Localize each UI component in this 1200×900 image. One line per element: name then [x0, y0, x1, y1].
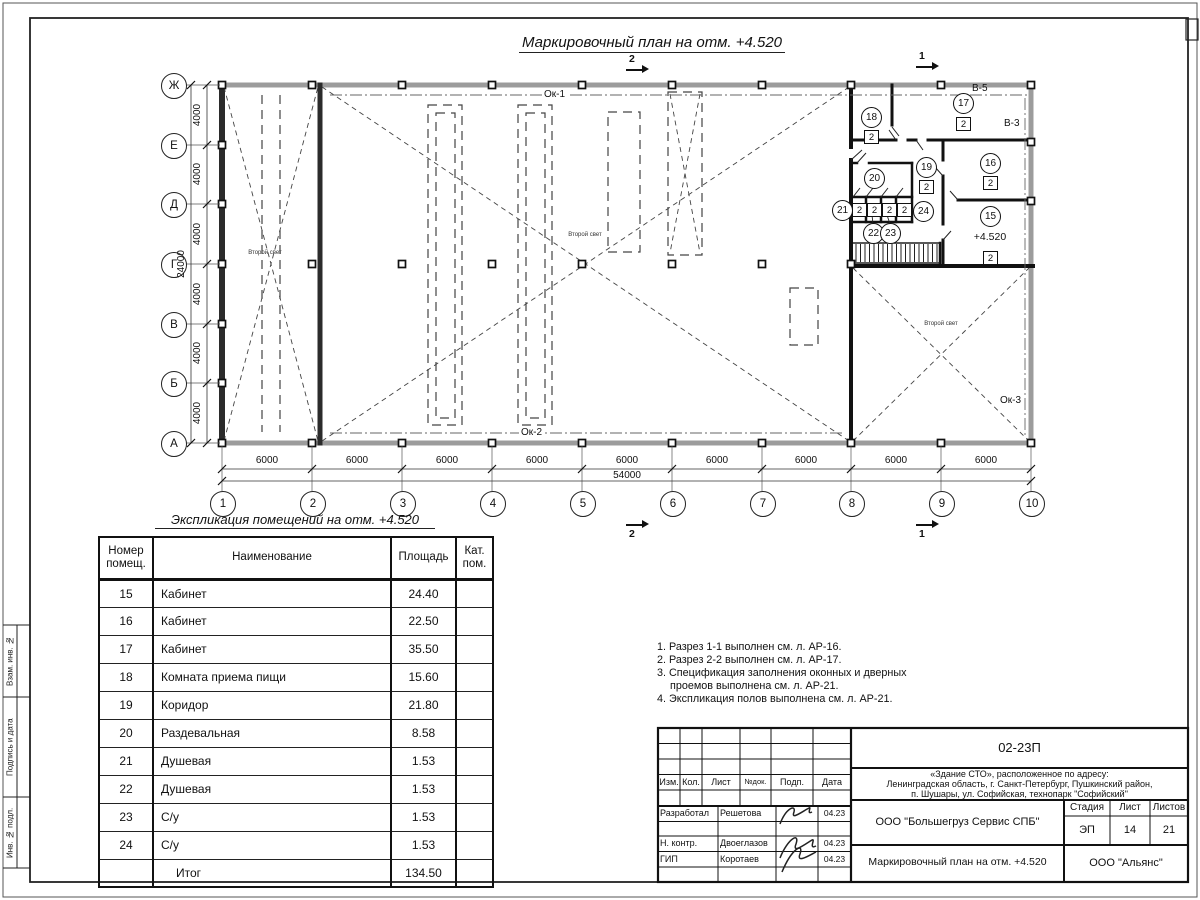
mark-v3: В-3: [1004, 118, 1020, 129]
cell-area: 134.50: [391, 859, 456, 887]
second-light-label-left: Второй свет: [248, 250, 282, 256]
cat-mark-16: 2: [983, 176, 998, 190]
frame-label-inv: Инв. № подл.: [5, 807, 15, 858]
table-row: [99, 719, 493, 747]
axis-bubble-2: 2: [300, 491, 326, 517]
cell-num: 19: [99, 691, 153, 719]
name-dvoeglazov: Двоеглазов: [720, 838, 768, 849]
cell-cat: [456, 607, 493, 635]
room-mark-21: 21: [832, 200, 853, 221]
cell-area: 1.53: [391, 775, 456, 803]
cell-cat: [456, 719, 493, 747]
cat-mark-18: 2: [864, 130, 879, 144]
cell-area: 8.58: [391, 719, 456, 747]
axis-bubble-10: 10: [1019, 491, 1045, 517]
section-arrow-1-top: [932, 62, 939, 70]
cell-cat: [456, 775, 493, 803]
sheets-total: 21: [1162, 823, 1176, 836]
table-row: [99, 635, 493, 663]
axis-bubble-e: Е: [161, 133, 187, 159]
project-address-line3: п. Шушары, ул. Софийская, технопарк "Софийский": [911, 788, 1128, 799]
axis-bubble-6: 6: [660, 491, 686, 517]
frame-label-vzam: Взам. инв. №: [5, 636, 15, 686]
room-mark-24: 24: [913, 201, 934, 222]
room-schedule-table: [98, 536, 494, 888]
dim-6000-3: 6000: [435, 455, 459, 466]
table-row: [99, 803, 493, 831]
cell-cat: [456, 803, 493, 831]
axis-bubble-9: 9: [929, 491, 955, 517]
project-address-line2: Ленинградская область, г. Санкт-Петербург, Пушкинский район,: [886, 778, 1153, 789]
axis-bubble-a: А: [161, 431, 187, 457]
dim-4000-5: 4000: [192, 341, 203, 365]
cell-num: 21: [99, 747, 153, 775]
window-mark-ok1: Ок-1: [544, 89, 566, 100]
cell-area: 35.50: [391, 635, 456, 663]
axis-bubble-5: 5: [570, 491, 596, 517]
window-mark-ok3: Ок-3: [1000, 395, 1022, 406]
axis-bubble-zh: Ж: [161, 73, 187, 99]
window-mark-ok2: Ок-2: [521, 427, 543, 438]
cat-mark-21: 2: [852, 203, 867, 217]
design-org: ООО "Альянс": [1089, 856, 1163, 869]
room-mark-17: 17: [953, 93, 974, 114]
cell-cat: [456, 663, 493, 691]
cell-name: Итог: [153, 859, 391, 887]
cell-cat: [456, 691, 493, 719]
cell-name: Кабинет: [153, 579, 391, 607]
cell-name: Кабинет: [153, 607, 391, 635]
table-row: [99, 831, 493, 859]
section-line-1-top: [916, 66, 932, 68]
frame-label-podpis: Подпись и дата: [5, 718, 15, 776]
rev-header-data: Дата: [822, 776, 842, 787]
cat-mark-23: 2: [882, 203, 897, 217]
cell-cat: [456, 747, 493, 775]
cat-mark-22: 2: [867, 203, 882, 217]
room-mark-19: 19: [916, 157, 937, 178]
cat-mark-15: 2: [983, 251, 998, 265]
axis-bubble-7: 7: [750, 491, 776, 517]
cell-name: С/у: [153, 803, 391, 831]
section-mark-1-top: 1: [919, 50, 925, 62]
second-light-label-right: Второй свет: [924, 321, 958, 327]
dim-4000-1: 4000: [192, 103, 203, 127]
section-line-1-bottom: [916, 524, 932, 526]
note-line-3b: проемов выполнена см. л. АР-21.: [670, 680, 839, 692]
section-arrow-2-bottom: [642, 520, 649, 528]
cell-cat: [456, 831, 493, 859]
cell-name: Комната приема пищи: [153, 663, 391, 691]
axis-bubble-b: Б: [161, 371, 187, 397]
rev-header-izm: Изм.: [659, 776, 679, 787]
table-row: [99, 579, 493, 607]
second-light-label-center: Второй свет: [568, 232, 602, 238]
dim-6000-7: 6000: [794, 455, 818, 466]
schedule-header-row: [99, 537, 493, 579]
dim-6000-1: 6000: [255, 455, 279, 466]
table-row: [99, 663, 493, 691]
cell-name: Душевая: [153, 747, 391, 775]
axis-bubble-3: 3: [390, 491, 416, 517]
section-arrow-1-bottom: [932, 520, 939, 528]
axis-bubble-8: 8: [839, 491, 865, 517]
name-reshetova: Решетова: [720, 808, 762, 819]
cell-num: 23: [99, 803, 153, 831]
room-mark-16: 16: [980, 153, 1001, 174]
dim-6000-5: 6000: [615, 455, 639, 466]
rev-header-podp: Подп.: [780, 776, 804, 787]
sheet-label: Лист: [1119, 802, 1141, 814]
doc-number: 02-23П: [998, 739, 1041, 755]
room-mark-20: 20: [864, 168, 885, 189]
axis-bubble-4: 4: [480, 491, 506, 517]
section-line-2-top: [626, 69, 642, 71]
rev-header-ndok: №док.: [744, 776, 767, 786]
axis-bubble-v: В: [161, 312, 187, 338]
sheet-number: 14: [1123, 823, 1137, 836]
rev-header-kol: Кол.: [682, 776, 700, 787]
note-line-1: 1. Разрез 1-1 выполнен см. л. АР-16.: [657, 641, 842, 653]
cell-area: 24.40: [391, 579, 456, 607]
axis-bubble-1: 1: [210, 491, 236, 517]
room-mark-22: 22: [863, 223, 884, 244]
stage-label: Стадия: [1069, 802, 1105, 814]
room-mark-15: 15: [980, 206, 1001, 227]
schedule-header-num: Номер помещ.: [99, 537, 153, 579]
cell-name: Раздевальная: [153, 719, 391, 747]
role-razrabotal: Разработал: [660, 808, 709, 819]
cat-mark-17: 2: [956, 117, 971, 131]
table-row: [99, 775, 493, 803]
dim-4000-3: 4000: [192, 222, 203, 246]
sheets-label: Листов: [1152, 802, 1186, 814]
table-row: [99, 691, 493, 719]
cell-area: 21.80: [391, 691, 456, 719]
dim-6000-2: 6000: [345, 455, 369, 466]
note-line-4: 4. Экспликация полов выполнена см. л. АР-21.: [657, 693, 893, 705]
cell-area: 1.53: [391, 831, 456, 859]
cell-area: 1.53: [391, 803, 456, 831]
schedule-title: Экспликация помещений на отм. +4.520: [155, 512, 435, 529]
cell-num: 15: [99, 579, 153, 607]
cell-area: 22.50: [391, 607, 456, 635]
date-gip: 04.23: [823, 853, 846, 864]
project-address-line1: «Здание СТО», расположенное по адресу:: [930, 768, 1109, 779]
cell-name: Коридор: [153, 691, 391, 719]
room-mark-23: 23: [880, 223, 901, 244]
axis-bubble-g: Г: [161, 252, 187, 278]
dim-4000-6: 4000: [192, 401, 203, 425]
date-razrabotal: 04.23: [823, 807, 846, 818]
table-row-total: [99, 859, 493, 887]
date-nkontr: 04.23: [823, 837, 846, 848]
dim-6000-4: 6000: [525, 455, 549, 466]
section-arrow-2-top: [642, 65, 649, 73]
note-line-2: 2. Разрез 2-2 выполнен см. л. АР-17.: [657, 654, 842, 666]
cell-num: [99, 859, 153, 887]
room15-elevation: +4.520: [966, 231, 1014, 243]
sheet-title: Маркировочный план на отм. +4.520: [868, 856, 1047, 869]
cell-num: 20: [99, 719, 153, 747]
cell-area: 15.60: [391, 663, 456, 691]
signature-strokes: [780, 808, 816, 872]
cell-num: 18: [99, 663, 153, 691]
cell-name: Кабинет: [153, 635, 391, 663]
dim-24000-total: 24000: [176, 250, 187, 278]
section-mark-2-bottom: 2: [629, 528, 635, 540]
table-row: [99, 747, 493, 775]
dim-54000-total: 54000: [613, 470, 641, 481]
note-line-3: 3. Спецификация заполнения оконных и дверных: [657, 667, 907, 679]
cell-num: 17: [99, 635, 153, 663]
cell-num: 22: [99, 775, 153, 803]
cell-name: С/у: [153, 831, 391, 859]
cell-cat: [456, 579, 493, 607]
rev-header-list: Лист: [711, 776, 731, 787]
stage-value: ЭП: [1079, 823, 1095, 836]
dim-6000-8: 6000: [884, 455, 908, 466]
section-line-2-bottom: [626, 524, 642, 526]
dim-4000-4: 4000: [192, 282, 203, 306]
mark-v5: В-5: [972, 83, 988, 94]
schedule-header-name: Наименование: [153, 537, 391, 579]
dim-4000-2: 4000: [192, 162, 203, 186]
cat-mark-24: 2: [897, 203, 912, 217]
role-nkontr: Н. контр.: [660, 838, 698, 849]
dim-6000-9: 6000: [974, 455, 998, 466]
dim-6000-6: 6000: [705, 455, 729, 466]
role-gip: ГИП: [660, 854, 678, 865]
schedule-header-area: Площадь: [391, 537, 456, 579]
contractor-company: ООО "Большегруз Сервис СПБ": [875, 816, 1040, 829]
cat-mark-19: 2: [919, 180, 934, 194]
room-mark-18: 18: [861, 107, 882, 128]
cell-name: Душевая: [153, 775, 391, 803]
section-mark-2-top: 2: [629, 53, 635, 65]
schedule-header-cat: Кат. пом.: [456, 537, 493, 579]
cell-cat: [456, 859, 493, 887]
plan-title: Маркировочный план на отм. +4.520: [519, 34, 785, 53]
section-mark-1-bottom: 1: [919, 528, 925, 540]
cell-cat: [456, 635, 493, 663]
axis-bubble-d: Д: [161, 192, 187, 218]
table-row: [99, 607, 493, 635]
cell-area: 1.53: [391, 747, 456, 775]
name-korotaev: Коротаев: [720, 854, 759, 865]
cell-num: 24: [99, 831, 153, 859]
cell-num: 16: [99, 607, 153, 635]
